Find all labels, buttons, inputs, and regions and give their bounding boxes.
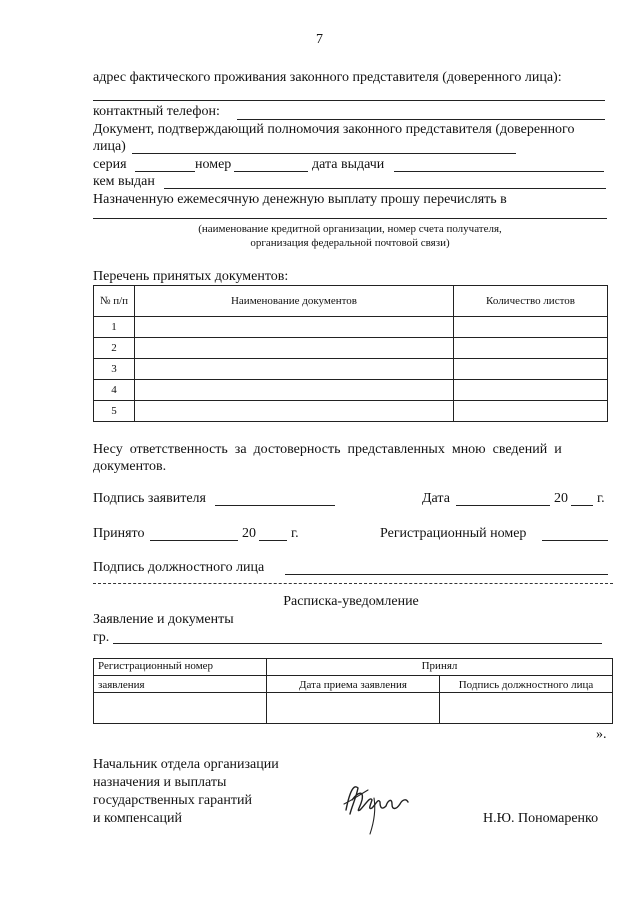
- responsibility-line-1: Несу ответственность за достоверность представленных мною сведений и: [93, 442, 562, 457]
- receipt-table: [93, 658, 613, 724]
- official-signature-cell[interactable]: [440, 693, 613, 724]
- issue-date-label: дата выдачи: [312, 157, 385, 172]
- registration-number-label: Регистрационный номер: [380, 526, 527, 541]
- official-signature-line[interactable]: [285, 574, 608, 575]
- series-line[interactable]: [135, 171, 195, 172]
- year-label-2: 20: [242, 526, 256, 541]
- issued-by-label: кем выдан: [93, 174, 155, 189]
- year-line-1[interactable]: [571, 505, 593, 506]
- issued-by-line[interactable]: [164, 188, 606, 189]
- number-line[interactable]: [234, 171, 308, 172]
- address-label: адрес фактического проживания законного представителя (доверенного лица):: [93, 70, 562, 85]
- table-row: [94, 380, 608, 401]
- payment-hint-2: организация федеральной почтовой связи): [250, 237, 450, 249]
- sheets-cell[interactable]: [454, 317, 608, 338]
- document-line[interactable]: [132, 153, 516, 154]
- registration-number-line[interactable]: [542, 540, 608, 541]
- cut-line: [93, 583, 613, 584]
- receipt-header-row-1: [94, 659, 613, 676]
- signatory-line-2: назначения и выплаты: [93, 775, 227, 790]
- payment-label: Назначенную ежемесячную денежную выплату прошу перечислять в: [93, 192, 507, 207]
- issue-date-line[interactable]: [394, 171, 604, 172]
- row-number: 4: [94, 380, 135, 401]
- signatory-line-4: и компенсаций: [93, 811, 182, 826]
- col-name: Наименование документов: [135, 286, 454, 317]
- table-row: [94, 401, 608, 422]
- reg-number-header-2: заявления: [94, 676, 267, 693]
- closing-quote: ».: [596, 727, 607, 742]
- series-label: серия: [93, 157, 127, 172]
- date-line[interactable]: [456, 505, 550, 506]
- signatory-line-1: Начальник отдела организации: [93, 757, 279, 772]
- page-number: 7: [316, 32, 323, 47]
- col-num: № п/п: [94, 286, 135, 317]
- receipt-header-row-2: [94, 676, 613, 693]
- documents-table: [93, 285, 608, 422]
- table-row: [94, 359, 608, 380]
- accepted-line[interactable]: [150, 540, 238, 541]
- document-name-cell[interactable]: [135, 401, 454, 422]
- applicant-signature-label: Подпись заявителя: [93, 491, 206, 506]
- document-label-2: лица): [93, 139, 126, 154]
- documents-caption: Перечень принятых документов:: [93, 269, 289, 284]
- col-sheets: Количество листов: [454, 286, 608, 317]
- address-line[interactable]: [93, 100, 605, 101]
- phone-label: контактный телефон:: [93, 104, 220, 119]
- responsibility-line-2: документов.: [93, 459, 167, 474]
- signatory-line-3: государственных гарантий: [93, 793, 252, 808]
- payment-hint-1: (наименование кредитной организации, номер счета получателя,: [198, 223, 502, 235]
- receipt-data-row: [94, 693, 613, 724]
- sheets-cell[interactable]: [454, 338, 608, 359]
- year-label-1: 20: [554, 491, 568, 506]
- sheets-cell[interactable]: [454, 380, 608, 401]
- document-name-cell[interactable]: [135, 317, 454, 338]
- row-number: 5: [94, 401, 135, 422]
- year-suffix-1: г.: [597, 491, 605, 506]
- phone-line[interactable]: [237, 119, 605, 120]
- document-name-cell[interactable]: [135, 359, 454, 380]
- receipt-docs-label: Заявление и документы: [93, 612, 234, 627]
- row-number: 1: [94, 317, 135, 338]
- accepted-header: Принял: [267, 659, 613, 676]
- signatory-name: Н.Ю. Пономаренко: [483, 811, 599, 826]
- citizen-label: гр.: [93, 630, 110, 645]
- receipt-title: Расписка-уведомление: [283, 594, 419, 609]
- official-signature-label: Подпись должностного лица: [93, 560, 265, 575]
- sheets-cell[interactable]: [454, 401, 608, 422]
- reg-number-header-1: Регистрационный номер: [94, 659, 267, 676]
- applicant-signature-line[interactable]: [215, 505, 335, 506]
- document-name-cell[interactable]: [135, 380, 454, 401]
- reg-number-cell[interactable]: [94, 693, 267, 724]
- sheets-cell[interactable]: [454, 359, 608, 380]
- table-row: [94, 317, 608, 338]
- number-label: номер: [195, 157, 232, 172]
- row-number: 3: [94, 359, 135, 380]
- official-signature-header: Подпись должностного лица: [440, 676, 613, 693]
- payment-line[interactable]: [93, 218, 607, 219]
- date-received-header: Дата приема заявления: [267, 676, 440, 693]
- document-name-cell[interactable]: [135, 338, 454, 359]
- year-suffix-2: г.: [291, 526, 299, 541]
- accepted-label: Принято: [93, 526, 145, 541]
- table-row: [94, 338, 608, 359]
- citizen-line[interactable]: [113, 643, 602, 644]
- handwritten-signature: [340, 770, 420, 840]
- document-label-1: Документ, подтверждающий полномочия законного представителя (доверенного: [93, 122, 575, 137]
- year-line-2[interactable]: [259, 540, 287, 541]
- date-label: Дата: [422, 491, 450, 506]
- date-received-cell[interactable]: [267, 693, 440, 724]
- documents-header-row: [94, 286, 608, 317]
- row-number: 2: [94, 338, 135, 359]
